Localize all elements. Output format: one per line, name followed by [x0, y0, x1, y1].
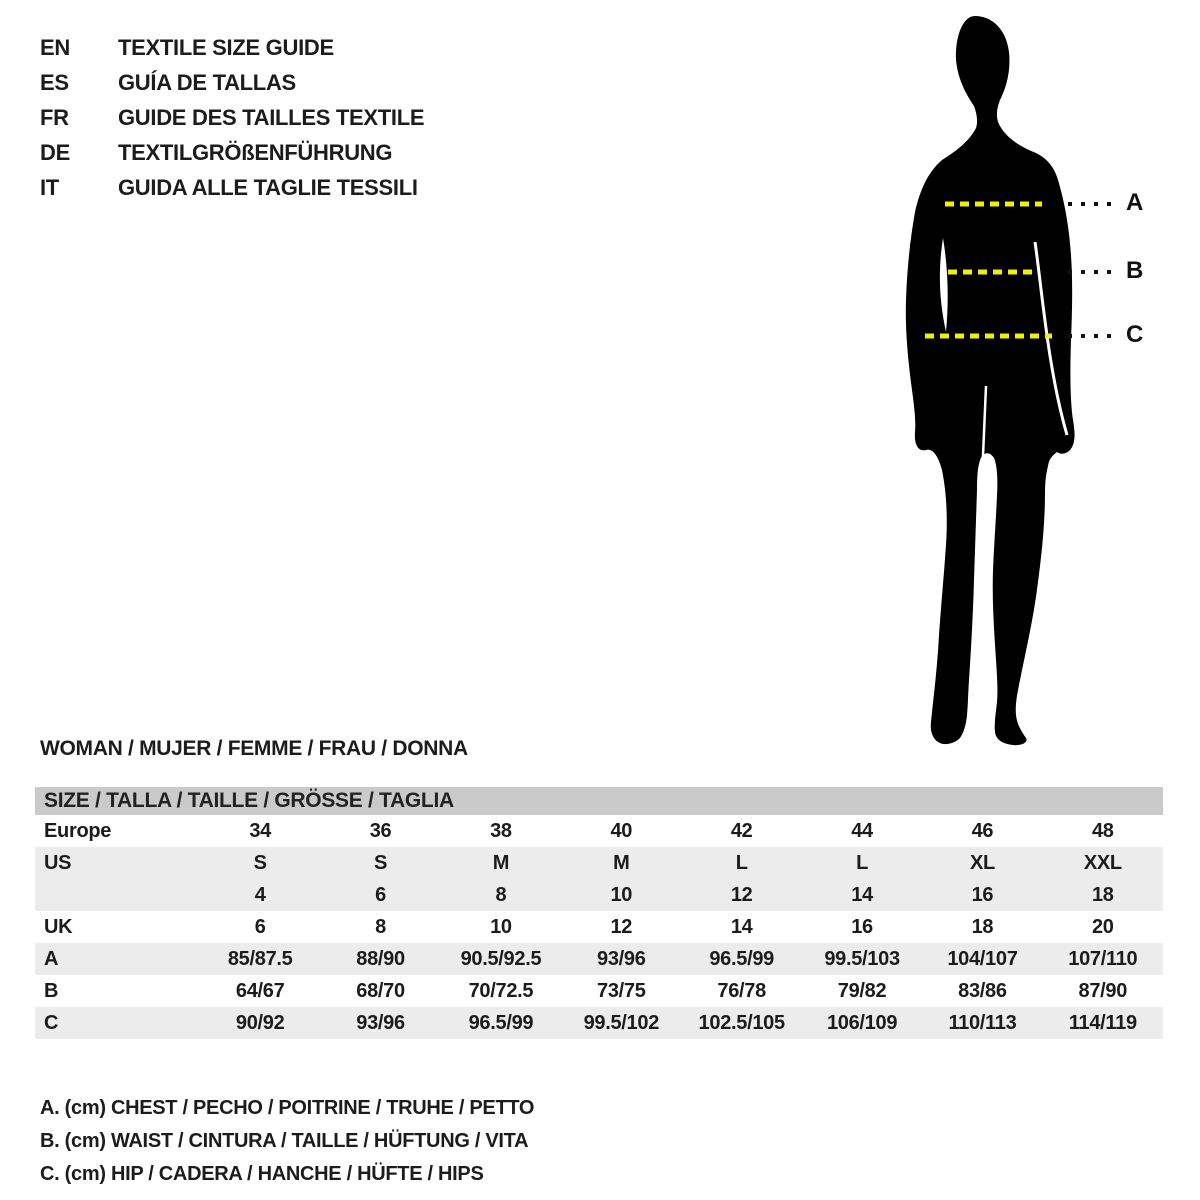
- table-cell: 79/82: [837, 979, 887, 1002]
- language-title: TEXTILGRÖßENFÜHRUNG: [118, 139, 393, 165]
- table-cell: 87/90: [1078, 979, 1128, 1002]
- table-cell: XXL: [1083, 851, 1122, 874]
- measure-label-b: B: [1126, 257, 1144, 284]
- lang-row-fr: [40, 100, 424, 135]
- woman-silhouette: [906, 16, 1075, 745]
- table-row-chest: [35, 943, 1163, 975]
- table-cell: 36: [369, 819, 392, 842]
- table-cell: 85/87.5: [227, 947, 293, 970]
- table-cell: 110/113: [948, 1011, 1017, 1034]
- table-cell: 10: [610, 883, 633, 906]
- table-cell: 64/67: [235, 979, 285, 1002]
- language-title: GUIDE DES TAILLES TEXTILE: [118, 104, 425, 130]
- table-cell: 8: [375, 915, 386, 938]
- table-cell: 102.5/105: [698, 1011, 785, 1034]
- woman-silhouette-svg: [870, 0, 1200, 760]
- table-cell: 14: [851, 883, 873, 906]
- table-cell: 4: [254, 883, 266, 906]
- table-cell: L: [735, 851, 748, 874]
- table-cell: 18: [1091, 883, 1114, 906]
- lang-row-it: [40, 170, 424, 205]
- table-cell: 99.5/102: [583, 1011, 660, 1034]
- table-cell: 76/78: [717, 979, 766, 1002]
- table-cell: 48: [1091, 819, 1114, 842]
- lang-row-en: [40, 30, 424, 65]
- table-cell: M: [492, 851, 510, 874]
- row-label: US: [44, 851, 72, 874]
- table-cell: M: [613, 851, 630, 874]
- table-cell: 34: [249, 819, 272, 842]
- gender-line: WOMAN / MUJER / FEMME / FRAU / DONNA: [40, 737, 468, 760]
- measure-label-c: C: [1126, 321, 1144, 348]
- table-cell: 38: [490, 819, 512, 842]
- language-code: IT: [40, 174, 59, 200]
- table-row-us-numeric: [35, 879, 1163, 911]
- table-cell: 70/72.5: [468, 979, 534, 1002]
- table-cell: 99.5/103: [824, 947, 900, 970]
- legend-waist: B. (cm) WAIST / CINTURA / TAILLE / HÜFTUNG / VITA: [40, 1130, 529, 1152]
- table-row-us: [35, 847, 1163, 879]
- table-cell: 10: [490, 915, 512, 938]
- lang-row-es: [40, 65, 424, 100]
- table-cell: 14: [730, 915, 753, 938]
- table-cell: 96.5/99: [709, 947, 774, 970]
- table-cell: 104/107: [947, 947, 1018, 970]
- table-cell: 12: [730, 883, 753, 906]
- measurement-figure: [870, 0, 1200, 760]
- table-cell: 20: [1091, 915, 1114, 938]
- table-cell: 6: [254, 915, 266, 938]
- table-cell: 12: [610, 915, 633, 938]
- table-row-waist: [35, 975, 1163, 1007]
- language-code: ES: [40, 69, 69, 95]
- language-title: TEXTILE SIZE GUIDE: [118, 34, 334, 60]
- table-cell: 83/86: [958, 979, 1007, 1002]
- table-cell: 96.5/99: [468, 1011, 534, 1034]
- table-cell: 44: [851, 819, 873, 842]
- table-cell: 16: [851, 915, 873, 938]
- table-cell: 88/90: [356, 947, 405, 970]
- table-cell: 106/109: [826, 1011, 898, 1034]
- table-cell: L: [856, 851, 869, 874]
- row-label: C: [44, 1011, 59, 1034]
- language-title-list: [40, 30, 424, 205]
- table-cell: 90.5/92.5: [460, 947, 542, 970]
- table-cell: 93/96: [597, 947, 646, 970]
- language-code: DE: [40, 139, 70, 165]
- row-label: Europe: [44, 819, 112, 842]
- table-cell: 90/92: [235, 1011, 285, 1034]
- language-title: GUÍA DE TALLAS: [118, 69, 296, 95]
- table-cell: 68/70: [356, 979, 405, 1002]
- table-header: SIZE / TALLA / TAILLE / GRÖSSE / TAGLIA: [35, 787, 1163, 815]
- table-cell: S: [253, 851, 267, 874]
- table-cell: 42: [730, 819, 753, 842]
- table-cell: XL: [969, 851, 995, 874]
- row-label: UK: [44, 915, 73, 938]
- row-label: A: [44, 947, 59, 970]
- table-cell: 8: [495, 883, 507, 906]
- table-row-uk: [35, 911, 1163, 943]
- table-cell: 18: [971, 915, 994, 938]
- language-title: GUIDA ALLE TAGLIE TESSILI: [118, 174, 418, 200]
- size-table: [35, 787, 1163, 1039]
- legend-chest: A. (cm) CHEST / PECHO / POITRINE / TRUHE / PETTO: [40, 1097, 535, 1119]
- table-cell: 16: [971, 883, 994, 906]
- row-label: B: [44, 979, 59, 1002]
- table-cell: 73/75: [597, 979, 646, 1002]
- table-row-hip: [35, 1007, 1163, 1039]
- table-cell: 6: [375, 883, 386, 906]
- language-code: EN: [40, 34, 70, 60]
- table-cell: S: [374, 851, 388, 874]
- measurement-legend: [40, 1092, 534, 1191]
- lang-row-de: [40, 135, 424, 170]
- table-cell: 40: [610, 819, 633, 842]
- measure-label-a: A: [1126, 189, 1144, 216]
- table-cell: 107/110: [1068, 947, 1138, 970]
- table-cell: 114/119: [1068, 1011, 1137, 1034]
- table-cell: 93/96: [356, 1011, 405, 1034]
- language-code: FR: [40, 104, 69, 130]
- legend-hip: C. (cm) HIP / CADERA / HANCHE / HÜFTE / HIPS: [40, 1163, 484, 1185]
- table-row-europe: [35, 815, 1163, 847]
- table-cell: 46: [971, 819, 994, 842]
